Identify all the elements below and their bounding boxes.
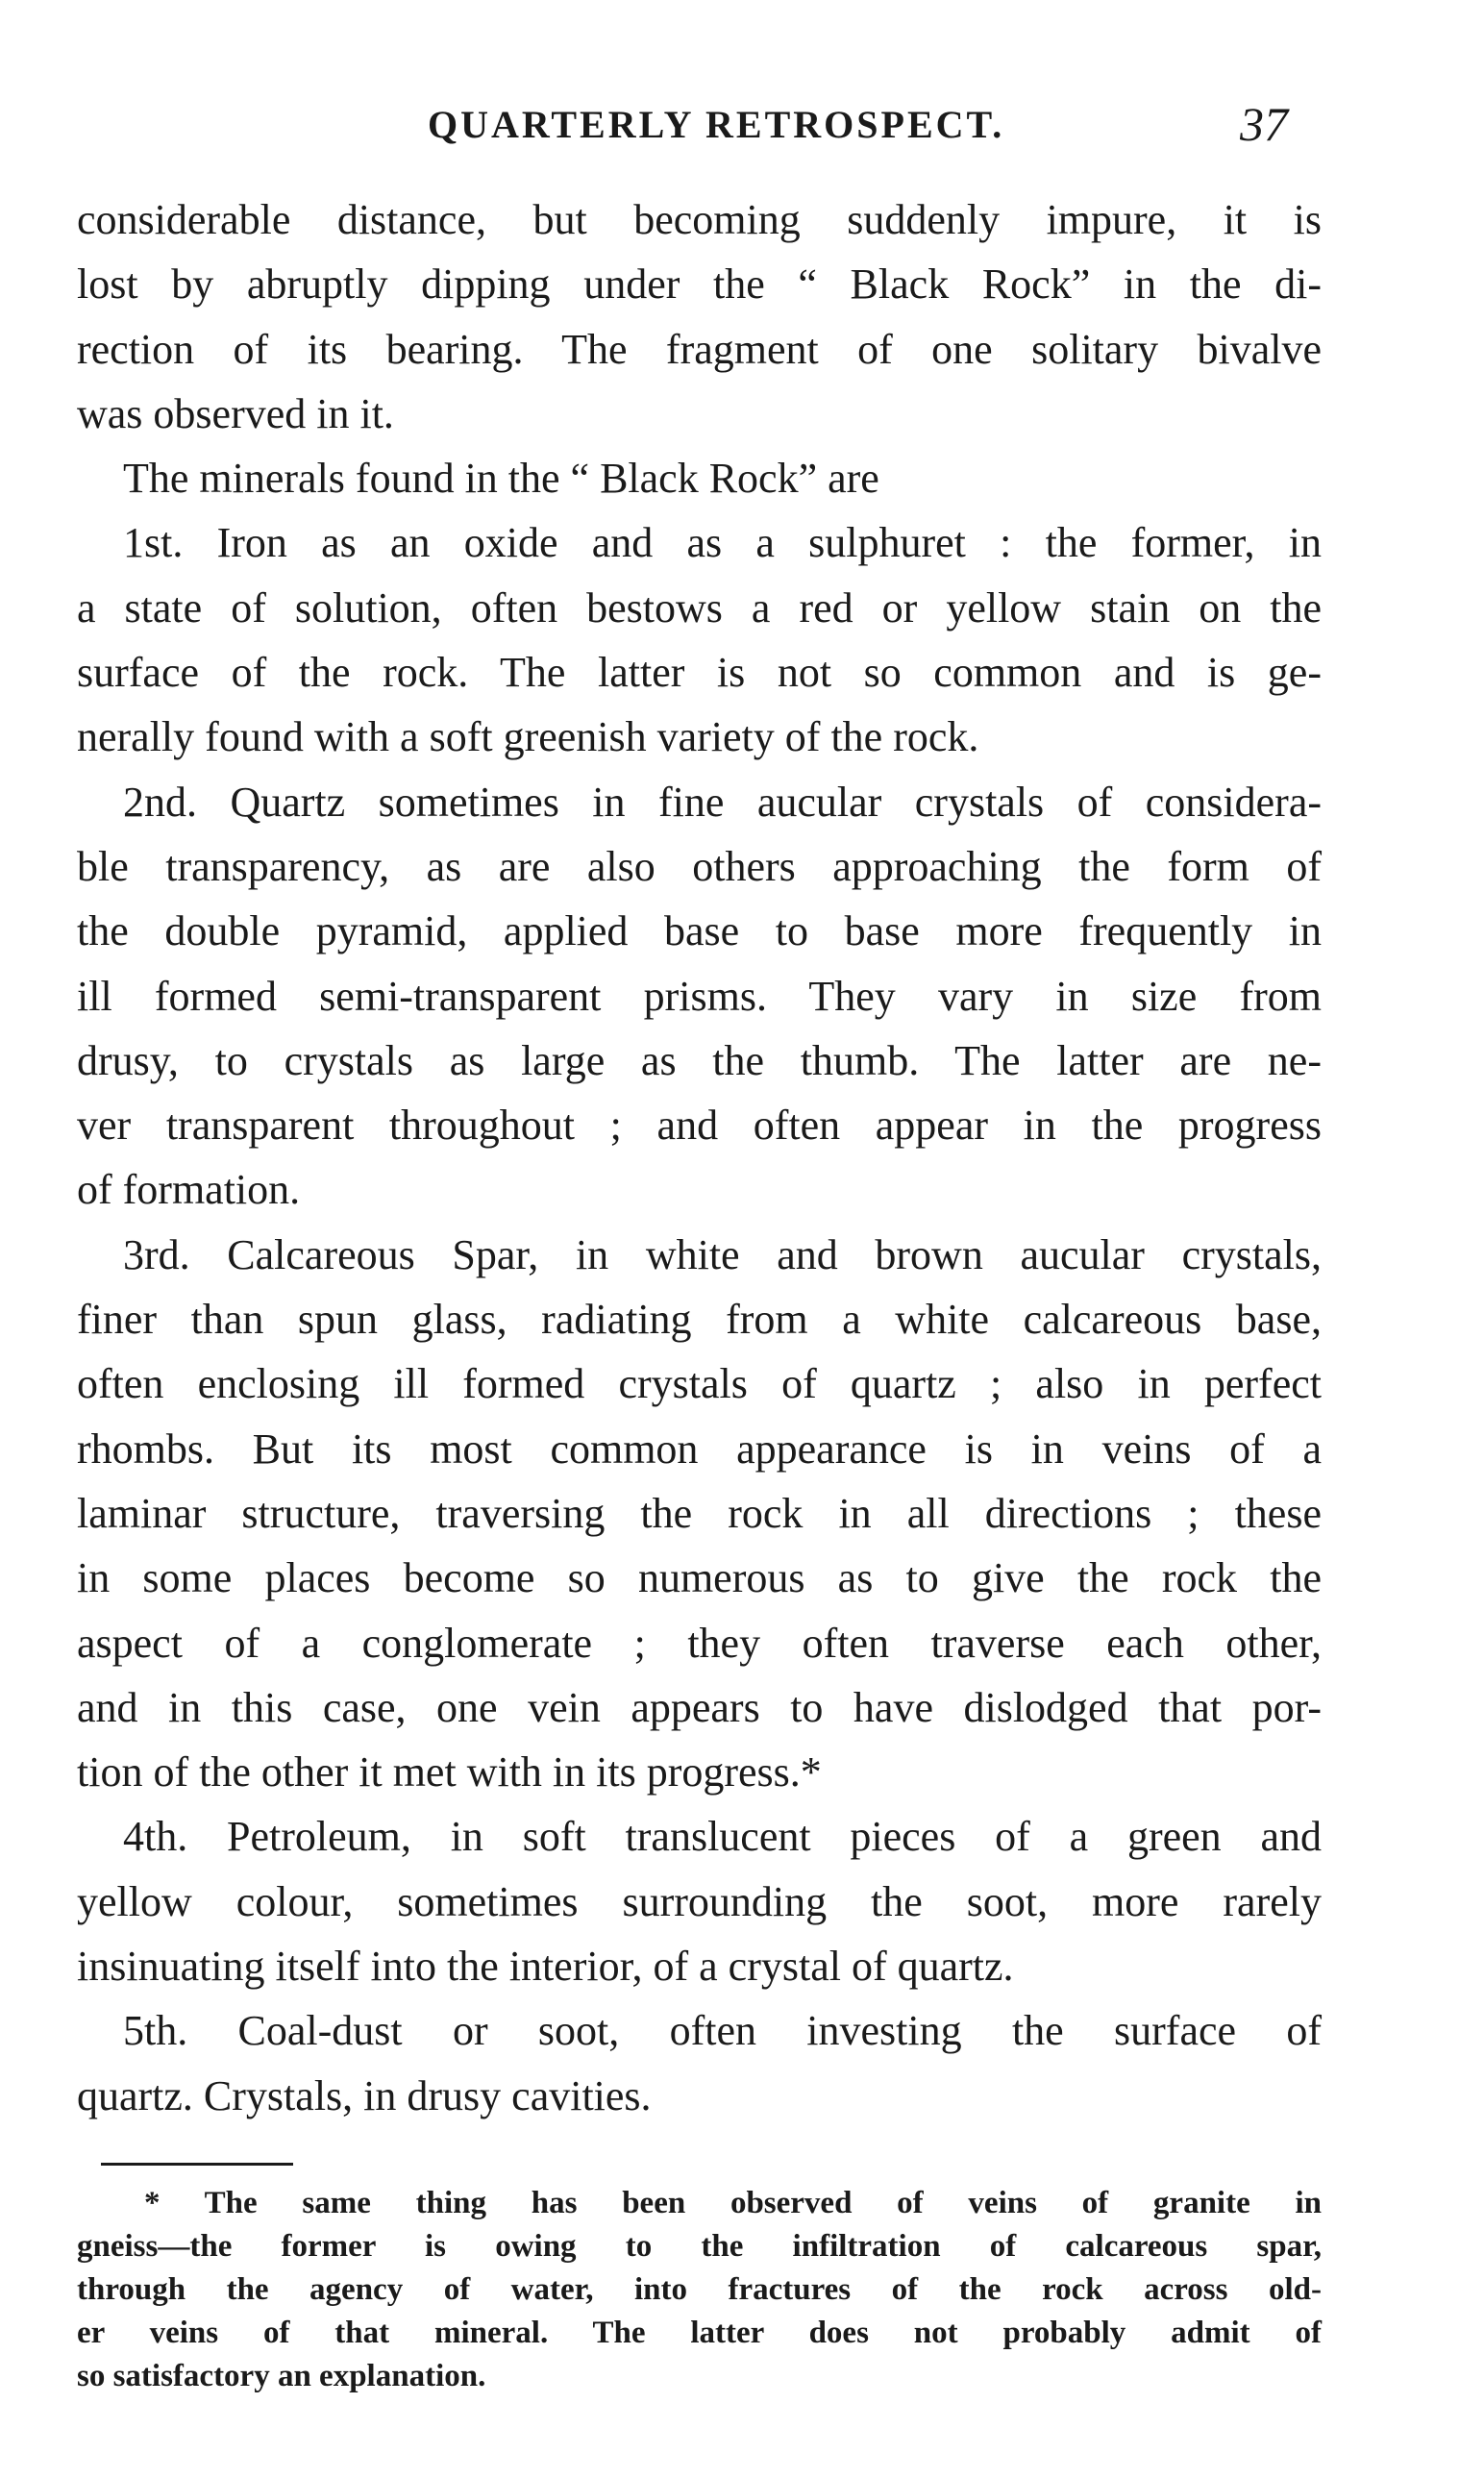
text-line: 3rd. Calcareous Spar, in white and brown aucular crystals, <box>123 1230 1322 1278</box>
text-line: and in this case, one vein appears to have dislodged that por- <box>77 1683 1322 1731</box>
footnote-line: through the agency of water, into fractures of the rock across old- <box>77 2272 1322 2307</box>
text-line: the double pyramid, applied base to base more frequently in <box>77 907 1322 955</box>
text-line: rhombs. But its most common appearance is in veins of a <box>77 1425 1322 1473</box>
text-line: of formation. <box>77 1166 301 1214</box>
text-line: ver transparent throughout ; and often appear in the progress <box>77 1102 1322 1150</box>
text-line: surface of the rock. The latter is not so common and is ge- <box>77 649 1322 697</box>
text-line: yellow colour, sometimes surrounding the soot, more rarely <box>77 1877 1322 1925</box>
text-line: drusy, to crystals as large as the thumb. The latter are ne- <box>77 1036 1322 1084</box>
text-line: often enclosing ill formed crystals of quartz ; also in perfect <box>77 1360 1322 1408</box>
text-line: insinuating itself into the interior, of a crystal of quartz. <box>77 1943 1014 1991</box>
text-line: finer than spun glass, radiating from a white calcareous base, <box>77 1296 1322 1344</box>
page-number: 37 <box>1240 97 1288 151</box>
text-line: rection of its bearing. The fragment of one solitary bivalve <box>77 325 1322 373</box>
text-line: was observed in it. <box>77 389 394 437</box>
text-line: nerally found with a soft greenish variety of the rock. <box>77 713 979 761</box>
footnote <box>77 2182 1322 2398</box>
footnote-line: * The same thing has been observed of veins of granite in <box>144 2186 1322 2220</box>
text-line: 5th. Coal-dust or soot, often investing the surface of <box>123 2007 1322 2055</box>
text-line: 4th. Petroleum, in soft translucent pieces of a green and <box>123 1813 1322 1861</box>
text-line: ble transparency, as are also others approaching the form of <box>77 842 1322 890</box>
page-header <box>77 96 1326 154</box>
text-line: The minerals found in the “ Black Rock” are <box>123 455 879 503</box>
text-line: in some places become so numerous as to give the rock the <box>77 1554 1322 1602</box>
body-text <box>77 187 1322 2128</box>
footnote-line: er veins of that mineral. The latter does not probably admit of <box>77 2316 1322 2350</box>
text-line: ill formed semi-transparent prisms. They vary in size from <box>77 972 1322 1020</box>
text-line: laminar structure, traversing the rock in all directions ; these <box>77 1489 1322 1537</box>
text-line: quartz. Crystals, in drusy cavities. <box>77 2071 652 2119</box>
text-line: 2nd. Quartz sometimes in fine aucular crystals of considera- <box>123 778 1322 826</box>
footnote-line: gneiss—the former is owing to the infiltration of calcareous spar, <box>77 2229 1322 2264</box>
footnote-rule <box>101 2163 293 2166</box>
running-head: QUARTERLY RETROSPECT. <box>428 103 1005 146</box>
text-line: considerable distance, but becoming suddenly impure, it is <box>77 196 1322 243</box>
text-line: lost by abruptly dipping under the “ Black Rock” in the di- <box>77 260 1322 309</box>
text-line: tion of the other it met with in its progress.* <box>77 1748 822 1797</box>
footnote-line: so satisfactory an explanation. <box>77 2359 486 2393</box>
text-line: 1st. Iron as an oxide and as a sulphuret : the former, in <box>123 519 1322 567</box>
text-line: aspect of a conglomerate ; they often traverse each other, <box>77 1619 1322 1667</box>
text-line: a state of solution, often bestows a red or yellow stain on the <box>77 583 1322 632</box>
